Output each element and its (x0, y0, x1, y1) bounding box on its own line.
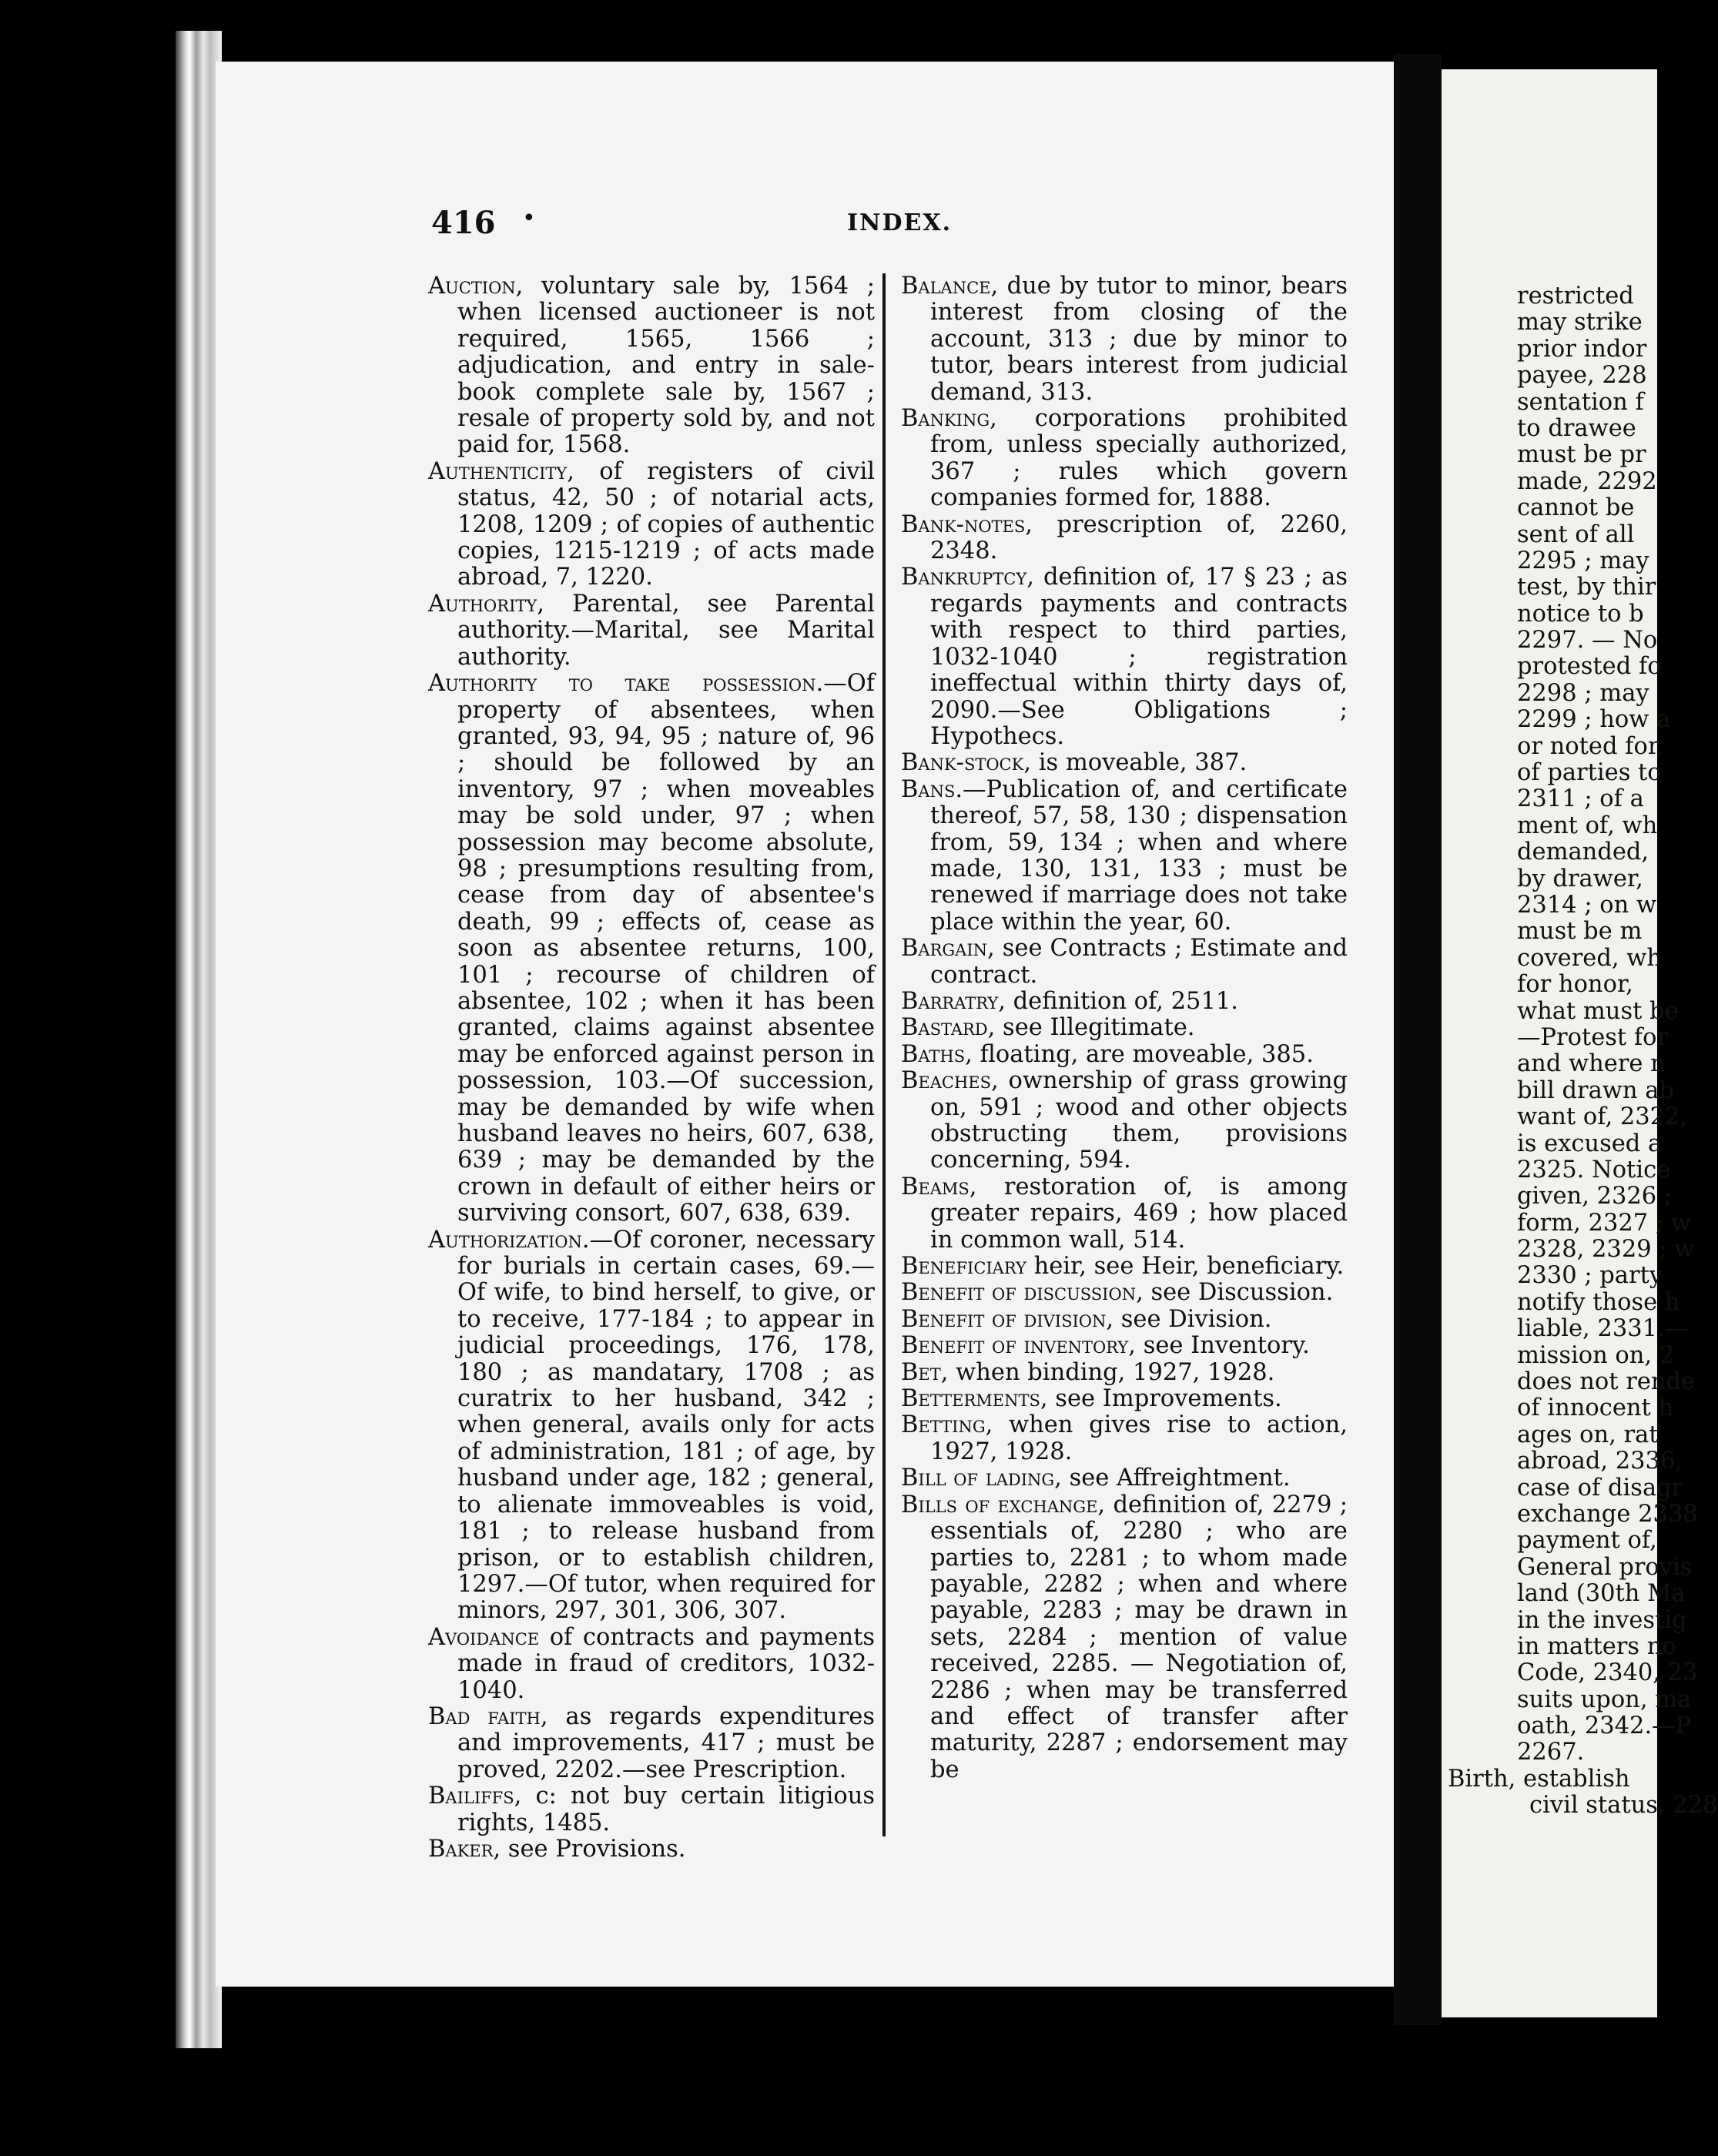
entry-text: see Illegitimate. (995, 1014, 1195, 1042)
fragment-line: in the investig (1517, 1606, 1687, 1634)
index-entry (901, 1333, 1348, 1359)
fragment-line: and where n (1517, 1050, 1666, 1078)
fragment-line: sentation f (1517, 388, 1644, 416)
fragment-line: Code, 2340, 23 (1517, 1659, 1698, 1687)
entry-text: see Improvements. (1047, 1385, 1282, 1413)
index-entry (901, 564, 1348, 750)
entry-text: due by tutor to minor, bears interest from closing of the account, 313 ; due by minor to tutor, bears interest from judicial demand, 313. (930, 273, 1348, 406)
fragment-line: bill drawn ab (1517, 1076, 1674, 1104)
index-entry (901, 1042, 1348, 1068)
entry-heading: Bargain, (901, 935, 995, 962)
entry-heading: Bank-notes, (901, 511, 1033, 538)
page-header (431, 205, 1355, 251)
index-entry (901, 1386, 1348, 1412)
fragment-line: given, 2326 ; (1517, 1183, 1673, 1210)
ink-mark: • (522, 205, 536, 232)
entry-text: see Contracts ; Estimate and contract. (930, 935, 1348, 989)
index-entry (901, 936, 1348, 989)
entry-text: —Publication of, and certificate thereof, 57, 58, 130 ; dispensation from, 59, 134 ; when and where made, 130, 131, 133 ; must be renewed if marriage does not take place within the year, 60. (930, 775, 1348, 936)
fragment-line: oath, 2342.—P (1517, 1712, 1692, 1740)
fragment-line: payee, 228 (1517, 362, 1647, 390)
entry-heading: Baker, (428, 1835, 501, 1863)
index-entry (901, 1492, 1348, 1783)
fragment-line: 2328, 2329 ; w (1517, 1236, 1695, 1264)
fragment-line: 2325. Notice (1517, 1156, 1671, 1183)
index-entry (901, 777, 1348, 936)
entry-text: prescription of, 2260, 2348. (930, 511, 1348, 565)
fragment-line: covered, wh (1517, 944, 1663, 972)
entry-heading: Benefit of discussion, (901, 1279, 1144, 1307)
index-entry (901, 1174, 1348, 1254)
fragment-line: does not rende (1517, 1368, 1696, 1396)
entry-text: of registers of civil status, 42, 50 ; of notarial acts, 1208, 1209 ; of copies of authentic copies, 1215-1219 ; of acts made abroad, 7, 1220. (457, 457, 875, 591)
fragment-line: case of disagr (1517, 1474, 1683, 1502)
entry-heading: Auction, (428, 273, 524, 300)
fragment-line: in matters no (1517, 1632, 1676, 1660)
entry-heading: Bad faith, (428, 1702, 548, 1730)
entry-heading: Benefit of division, (901, 1305, 1114, 1333)
entry-text: —Of coroner, necessary for burials in certain cases, 69.—Of wife, to bind herself, to give, or to receive, 177-184 ; to appear in judicial proceedings, 176, 178, 180 ; as mandatary, 1708 ; as curatrix to her husband, 342 ; when general, avails only for acts of administration, 181 ; of age, by husband under age, 182 ; general, to alienate immoveables is void, 181 ; to release husband from prison, or to establish children, 1297.—Of tutor, when required for minors, 297, 301, 306, 307. (457, 1226, 875, 1625)
index-entry (901, 273, 1348, 406)
entry-heading: Beneficiary (901, 1253, 1026, 1281)
entry-text: see Division. (1114, 1305, 1272, 1333)
entry-heading: Benefit of inventory, (901, 1332, 1136, 1360)
entry-heading: Bank-stock, (901, 749, 1032, 777)
index-entry (428, 1783, 875, 1836)
entry-text: definition of, 17 § 23 ; as regards payments and contracts with respect to third parties, 1032-1040 ; registration ineffectual within thirty days of, 2090.—See Obligations ; Hypothecs. (930, 564, 1348, 750)
entry-text: is moveable, 387. (1031, 749, 1247, 777)
index-entry (428, 459, 875, 591)
index-entry (901, 750, 1348, 776)
fragment-line: notify those h (1517, 1288, 1680, 1316)
fragment-line: prior indor (1517, 335, 1647, 363)
entry-text: see Provisions. (501, 1835, 686, 1863)
entry-heading: Beams, (901, 1173, 977, 1200)
fragment-line: test, by thir (1517, 574, 1656, 601)
entry-heading: Balance, (901, 273, 999, 300)
entry-heading: Betting, (901, 1411, 993, 1439)
index-entry (901, 406, 1348, 512)
entry-heading: Banking, (901, 405, 997, 433)
entry-heading: Authorization. (428, 1226, 590, 1254)
fragment-line: —Protest for (1517, 1023, 1669, 1051)
fragment-line: sent of all (1517, 521, 1635, 548)
page-number: 416 (431, 205, 496, 241)
entry-heading: Betterments, (901, 1385, 1048, 1413)
entry-text: Parental, see Parental authority.—Marital, see Marital authority. (457, 590, 875, 671)
entry-heading: Bailiffs, (428, 1783, 522, 1810)
fragment-line: notice to b (1517, 600, 1644, 628)
fragment-line: 2295 ; may (1517, 547, 1649, 574)
index-entry (901, 1465, 1348, 1491)
fragment-line: to drawee (1517, 414, 1636, 442)
index-entry (901, 1360, 1348, 1386)
entry-text: when gives rise to action, 1927, 1928. (930, 1411, 1348, 1465)
entry-text: see Affreightment. (1061, 1465, 1291, 1492)
entry-heading: Barratry, (901, 987, 1006, 1015)
fragment-line: of innocent h (1517, 1394, 1674, 1422)
fragment-line: made, 2292 (1517, 467, 1657, 495)
fragment-line: abroad, 2336, (1517, 1448, 1683, 1475)
fragment-line: payment of, (1517, 1527, 1657, 1555)
index-entry (901, 989, 1348, 1015)
fragment-line: liable, 2331.— (1517, 1315, 1689, 1343)
book-page-edges (176, 31, 222, 2048)
index-entry (901, 1307, 1348, 1333)
entry-heading: Bet, (901, 1358, 949, 1386)
fragment-line: protested fo (1517, 653, 1662, 681)
entry-text: as regards expenditures and improvements, 417 ; must be proved, 2202.—see Prescription. (457, 1702, 875, 1783)
entry-heading: Bankruptcy, (901, 564, 1034, 591)
fragment-line: civil status, 228 (1529, 1792, 1718, 1820)
entry-heading: Baths, (901, 1040, 973, 1068)
fragment-line: restricted (1517, 283, 1634, 310)
entry-text: Of property of absentees, when granted, 93, 94, 95 ; nature of, 96 ; should be followed by an inventory, 97 ; when moveables may be sold under, 97 ; when possession may become absolute, 98 ; presumptions resulting from, cease from day of absentee's death, 99 ; effects of, cease as soon as absentee returns, 100, 101 ; recourse of children of absentee, 102 ; when it has been granted, claims against absentee may be enforced against person in possession, 103.—Of succession, may be demanded by wife when husband leaves no heirs, 607, 638, 639 ; may be demanded by the crown in default of either heirs or surviving consort, 607, 638, 639. (457, 670, 875, 1227)
fragment-line: 2297. — No (1517, 627, 1658, 654)
index-entry (428, 1704, 875, 1783)
fragment-line: by drawer, (1517, 865, 1643, 892)
entry-heading: Authority to take possession.— (428, 670, 847, 698)
entry-text: ownership of grass growing on, 591 ; wood and other objects obstructing them, provisions concerning, 594. (930, 1067, 1348, 1174)
index-column-left (428, 273, 875, 1863)
index-entry (901, 1412, 1348, 1465)
fragment-line: must be m (1517, 918, 1643, 946)
index-entry (428, 671, 875, 1227)
index-entry (428, 1836, 875, 1863)
entry-heading: Bans. (901, 775, 963, 803)
entry-text: of contracts and payments made in fraud of creditors, 1032-1040. (457, 1623, 875, 1704)
index-entry (901, 1254, 1348, 1280)
index-entry (428, 591, 875, 671)
index-entry (901, 1068, 1348, 1174)
entry-text: voluntary sale by, 1564 ; when licensed auctioneer is not required, 1565, 1566 ; adjudication, and entry in sale-book complete sale by, 1567 ; resale of property sold by, and not paid for, 1568. (457, 273, 875, 459)
fragment-line: 2311 ; of a (1517, 785, 1644, 813)
fragment-line: ment of, wh (1517, 812, 1658, 839)
fragment-line: for honor, (1517, 971, 1633, 999)
entry-heading: Beaches, (901, 1067, 999, 1095)
entry-heading: Bills of exchange, (901, 1491, 1106, 1518)
entry-heading: Authority, (428, 590, 544, 618)
index-entry (428, 1625, 875, 1704)
fragment-line: ages on, rat (1517, 1421, 1659, 1448)
entry-text: heir, see Heir, beneficiary. (1026, 1253, 1345, 1281)
entry-text: when binding, 1927, 1928. (948, 1358, 1275, 1386)
index-entry (901, 1280, 1348, 1306)
entry-heading: Bastard, (901, 1014, 996, 1042)
fragment-line: land (30th Ma (1517, 1580, 1686, 1608)
fragment-line: mission on, 2 (1517, 1341, 1675, 1369)
fragment-line: must be pr (1517, 441, 1646, 469)
entry-text: see Inventory. (1136, 1332, 1310, 1360)
running-head: INDEX. (847, 209, 953, 236)
entry-text: c: not buy certain litigious rights, 1485. (457, 1783, 875, 1836)
fragment-line: 2299 ; how a (1517, 706, 1671, 734)
fragment-line: General provis (1517, 1553, 1693, 1581)
entry-heading: Avoidance (428, 1623, 540, 1651)
index-entry (901, 1015, 1348, 1041)
fragment-line: is excused a (1517, 1130, 1663, 1157)
entry-heading: Authenticity, (428, 457, 574, 485)
fragment-line: suits upon, ma (1517, 1686, 1692, 1713)
fragment-line: 2314 ; on w (1517, 891, 1657, 919)
column-rule (882, 273, 886, 1836)
fragment-line: form, 2327 ; w (1517, 1209, 1691, 1237)
index-entry (428, 1227, 875, 1625)
fragment-line: cannot be (1517, 494, 1635, 522)
fragment-line: 2267. (1517, 1739, 1585, 1766)
entry-text: definition of, 2511. (1005, 987, 1238, 1015)
entry-text: corporations prohibited from, unless specially authorized, 367 ; rules which govern companies formed for, 1888. (930, 405, 1348, 512)
fragment-line: 2330 ; party (1517, 1262, 1663, 1290)
fragment-line: demanded, (1517, 839, 1649, 866)
fragment-line: or noted for, (1517, 732, 1664, 760)
fragment-line: exchange 2338 (1517, 1500, 1698, 1528)
fragment-line: 2298 ; may (1517, 679, 1649, 707)
index-column-middle (901, 273, 1348, 1783)
index-column-right-fragment (1431, 283, 1718, 1820)
fragment-line: want of, 2322, (1517, 1103, 1688, 1131)
entry-heading: Bill of lading, (901, 1465, 1062, 1492)
index-entry (428, 273, 875, 459)
fragment-line: what must be (1517, 997, 1679, 1025)
fragment-line: of parties to (1517, 759, 1662, 787)
fragment-line: Birth, establish (1448, 1765, 1630, 1793)
entry-text: see Discussion. (1143, 1279, 1334, 1307)
entry-text: restoration of, is among greater repairs, 469 ; how placed in common wall, 514. (930, 1173, 1348, 1254)
index-entry (901, 512, 1348, 565)
fragment-line: may strike (1517, 309, 1643, 336)
entry-text: definition of, 2279 ; essentials of, 2280 ; who are parties to, 2281 ; to whom made payable, 2282 ; when and where payable, 2283 ; may be drawn in sets, 2284 ; mention of value received, 2285. — Negotiation of, 2286 ; when may be transferred and effect of transfer after maturity, 2287 ; endorsement may be (930, 1491, 1348, 1783)
entry-text: floating, are moveable, 385. (972, 1040, 1314, 1068)
